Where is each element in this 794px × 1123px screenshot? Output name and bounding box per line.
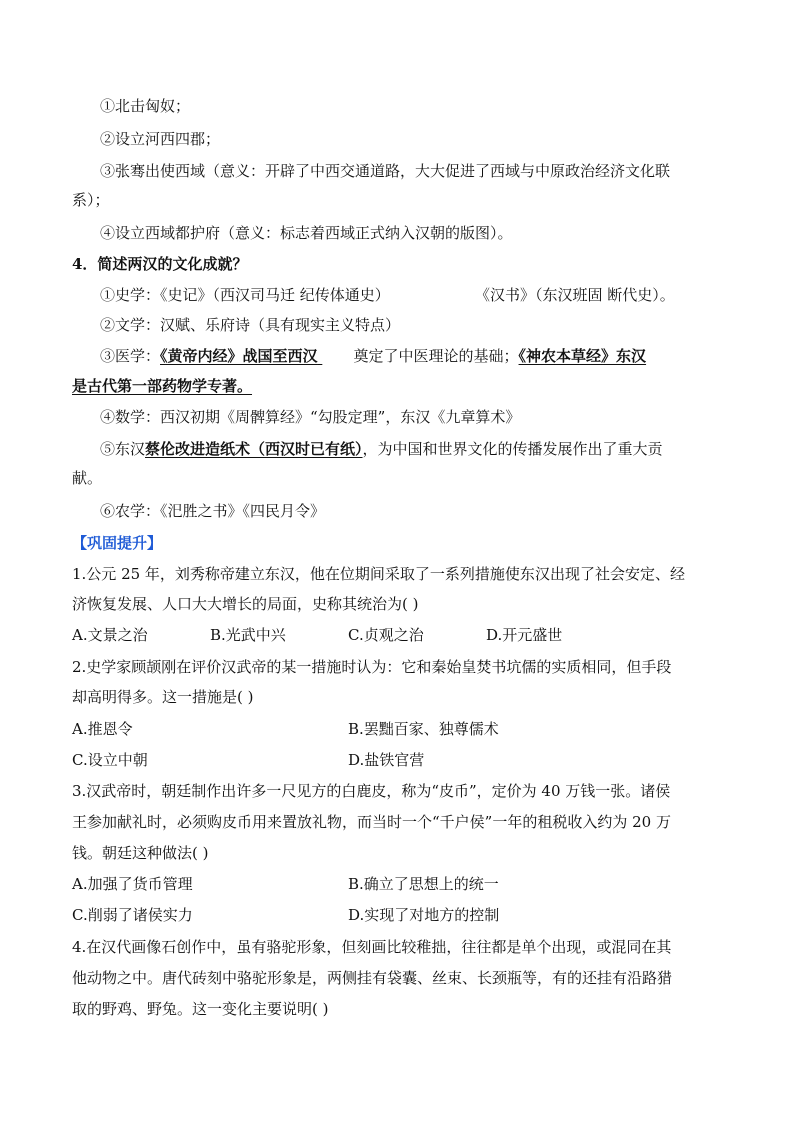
question-1-line1: 1.公元 25 年，刘秀称帝建立东汉，他在位期间采取了一系列措施使东汉出现了社会安定、经 — [72, 565, 685, 583]
question-3-line2: 王参加献礼时，必须购皮币用来置放礼物，而当时一个“千户侯”一年的租税收入约为 20 万 — [72, 813, 671, 831]
paper-answer: 蔡伦改进造纸术（西汉时已有纸） — [145, 440, 363, 458]
medicine-item — [100, 345, 646, 367]
medicine-mid: 奠定了中医理论的基础； — [353, 347, 519, 365]
question-4-line1: 4.在汉代画像石创作中，虽有骆驼形象，但刻画比较稚拙，往往都是单个出现，或混同在其 — [72, 938, 672, 956]
question-3-line3: 钱。朝廷这种做法( ) — [72, 844, 209, 862]
option-a[interactable]: A.文景之治 — [72, 626, 148, 644]
question-3-option-a[interactable]: A.加强了货币管理 — [72, 875, 193, 893]
question-4-title: 4．简述两汉的文化成就？ — [72, 255, 248, 273]
question-3-option-d[interactable]: D.实现了对地方的控制 — [348, 906, 500, 924]
question-2-option-a[interactable]: A.推恩令 — [72, 720, 133, 738]
question-2-line1: 2.史学家顾颉刚在评价汉武帝的某一措施时认为：它和秦始皇焚书坑儒的实质相同，但手段 — [72, 658, 672, 676]
literature-item: ②文学：汉赋、乐府诗（具有现实主义特点） — [100, 316, 401, 334]
measure-1: ①北击匈奴； — [100, 97, 191, 115]
measure-2: ②设立河西四郡； — [100, 130, 221, 148]
history-item-a: ①史学：《史记》（西汉司马迁 纪传体通史） — [100, 286, 390, 304]
question-1-line2: 济恢复发展、人口大大增长的局面，史称其统治为( ) — [72, 595, 419, 613]
measure-4: ④设立西域都护府（意义：标志着西域正式纳入汉朝的版图）。 — [100, 224, 513, 242]
paper-line2: 献。 — [72, 469, 103, 487]
history-item-b: 《汉书》（东汉班固 断代史）。 — [475, 286, 675, 304]
option-c[interactable]: C.贞观之治 — [348, 626, 424, 644]
measure-3-line2: 系）； — [72, 191, 110, 209]
option-d[interactable]: D.开元盛世 — [486, 626, 563, 644]
question-2-option-b[interactable]: B.罢黜百家、独尊儒术 — [348, 720, 499, 738]
section-heading: 【巩固提升】 — [72, 534, 163, 552]
agriculture-item: ⑥农学：《汜胜之书》《四民月令》 — [100, 502, 326, 520]
option-b[interactable]: B.光武中兴 — [210, 626, 286, 644]
question-2-option-d[interactable]: D.盐铁官营 — [348, 751, 425, 769]
medicine-prefix: ③医学： — [100, 347, 161, 365]
question-2-line2: 却高明得多。这一措施是( ) — [72, 688, 254, 706]
question-3-line1: 3.汉武帝时，朝廷制作出许多一尺见方的白鹿皮，称为“皮币”，定价为 40 万钱一张。诸侯 — [72, 782, 671, 800]
paper-prefix: ⑤东汉 — [100, 440, 146, 458]
medicine-blank — [318, 345, 354, 367]
math-item: ④数学：西汉初期《周髀算经》“勾股定理”，东汉《九章算术》 — [100, 408, 521, 426]
medicine-answer-1: 《黄帝内经》战国至西汉 — [160, 347, 318, 365]
question-3-option-b[interactable]: B.确立了思想上的统一 — [348, 875, 499, 893]
question-2-option-c[interactable]: C.设立中朝 — [72, 751, 148, 769]
paper-item — [100, 438, 663, 460]
medicine-line2: 是古代第一部药物学专著。 — [72, 377, 253, 395]
measure-3-line1: ③张骞出使西域（意义：开辟了中西交通道路，大大促进了西域与中原政治经济文化联 — [100, 162, 671, 180]
question-4-line2: 他动物之中。唐代砖刻中骆驼形象是，两侧挂有袋囊、丝束、长颈瓶等，有的还挂有沿路猎 — [72, 969, 673, 987]
question-4-line3: 取的野鸡、野兔。这一变化主要说明( ) — [72, 1000, 329, 1018]
question-3-option-c[interactable]: C.削弱了诸侯实力 — [72, 906, 193, 924]
paper-suffix: ，为中国和世界文化的传播发展作出了重大贡 — [362, 440, 663, 458]
medicine-answer-2: 《神农本草经》东汉 — [518, 347, 647, 365]
